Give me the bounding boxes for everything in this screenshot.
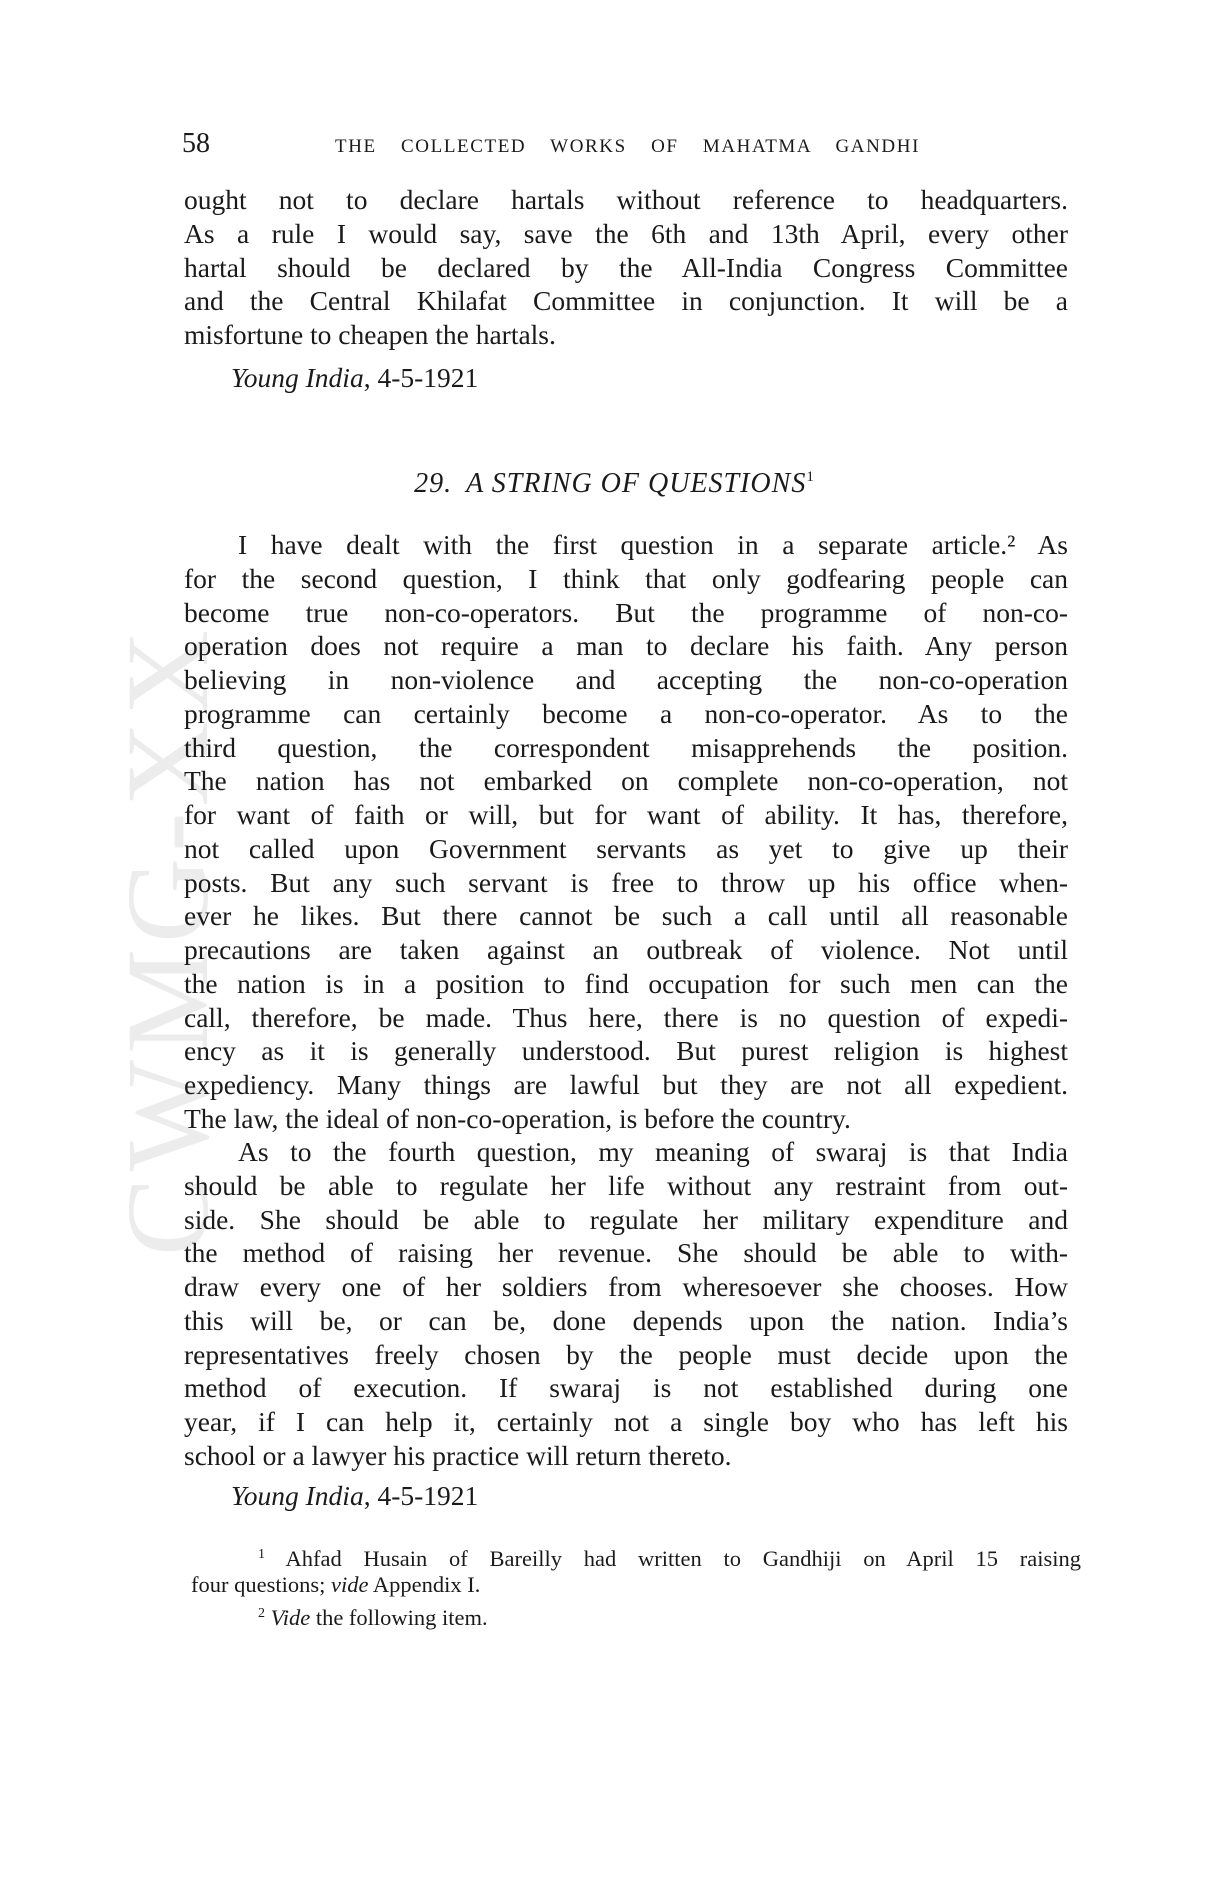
article-paragraph-1	[184, 528, 1068, 1136]
text-line: ought not to declare hartals without reference to headquarters.	[184, 184, 1068, 215]
footnote-italic: Vide	[270, 1605, 311, 1630]
publication: Young India	[231, 362, 364, 393]
text-line: for want of faith or will, but for want of ability. It has, therefore,	[184, 799, 1068, 830]
footnote-italic: vide	[331, 1571, 369, 1597]
text-line: draw every one of her soldiers from wheresoever she chooses. How	[184, 1271, 1068, 1302]
date: , 4-5-1921	[363, 362, 479, 393]
previous-item-text	[184, 183, 1068, 352]
text-line: call, therefore, be made. Thus here, there is no question of expedi-	[184, 1001, 1068, 1033]
footnote-text: Ahfad Husain of Bareilly had written to Gandhiji on April 15 raising	[285, 1546, 1082, 1571]
text-line: ency as it is generally understood. But purest religion is highest	[184, 1035, 1068, 1067]
source-citation	[231, 362, 478, 394]
text-line: side. She should be able to regulate her military expenditure and	[184, 1203, 1068, 1235]
text-line: not called upon Government servants as yet to give up their	[184, 832, 1068, 864]
text-line: the nation is in a position to find occupation for such men can the	[184, 967, 1068, 999]
article-number: 29.	[414, 468, 453, 499]
text-line: method of execution. If swaraj is not established during one	[184, 1372, 1068, 1404]
date: , 4-5-1921	[363, 1480, 479, 1511]
article-paragraph-2	[184, 1135, 1068, 1473]
page-number: 58	[182, 128, 210, 159]
text-line: year, if I can help it, certainly not a single boy who has left his	[184, 1406, 1068, 1437]
text-line: expediency. Many things are lawful but they are not all expedient.	[184, 1069, 1068, 1100]
text-line: third question, the correspondent misapprehends the position.	[184, 731, 1068, 763]
article-title-text: A STRING OF QUESTIONS	[466, 468, 807, 499]
text-line: for the second question, I think that only godfearing people can	[184, 562, 1068, 594]
text-line: become true non-co-operators. But the programme of non-co-	[184, 596, 1068, 628]
text-line: misfortune to cheapen the hartals.	[184, 319, 556, 350]
running-title: THE COLLECTED WORKS OF MAHATMA GANDHI	[335, 136, 920, 157]
text-line: hartal should be declared by the All-India Congress Committee	[184, 251, 1068, 283]
text-line: As to the fourth question, my meaning of swaraj is that India	[238, 1136, 1068, 1167]
source-citation	[231, 1480, 478, 1512]
text-line: ever he likes. But there cannot be such a call until all reasonable	[184, 900, 1068, 932]
text-line: I have dealt with the first question in a separate article.² As	[238, 529, 1068, 560]
footnote-1	[191, 1540, 1081, 1570]
text-line: precautions are taken against an outbreak of violence. Not until	[184, 934, 1068, 965]
text-line: the method of raising her revenue. She should be able to with-	[184, 1237, 1068, 1269]
footnotes	[191, 1540, 1081, 1629]
footnote-text: four questions;	[191, 1571, 331, 1597]
text-line: and the Central Khilafat Committee in conjunction. It will be a	[184, 285, 1068, 317]
footnote-mark: 1	[806, 469, 815, 485]
watermark: CWMG-XX	[102, 624, 233, 1256]
text-line: this will be, or can be, done depends upon the nation. India’s	[184, 1304, 1068, 1336]
text-line: operation does not require a man to declare his faith. Any person	[184, 630, 1068, 662]
footnote-1-cont	[191, 1570, 1081, 1600]
footnote-2	[191, 1599, 1081, 1629]
text-line: As a rule I would say, save the 6th and 13th April, every other	[184, 217, 1068, 249]
publication: Young India	[231, 1480, 364, 1511]
text-line: programme can certainly become a non-co-operator. As to the	[184, 697, 1068, 729]
text-line: representatives freely chosen by the people must decide upon the	[184, 1338, 1068, 1370]
footnote-text: Appendix I.	[368, 1571, 481, 1597]
footnote-text: the following item.	[310, 1605, 488, 1630]
text-line: posts. But any such servant is free to throw up his office when-	[184, 866, 1068, 898]
article-title	[0, 468, 1229, 500]
text-line: The nation has not embarked on complete non-co-operation, not	[184, 765, 1068, 797]
footnote-mark: 1	[258, 1547, 265, 1562]
text-line: The law, the ideal of non-co-operation, is before the country.	[184, 1102, 851, 1134]
footnote-mark: 2	[258, 1606, 265, 1621]
text-line: school or a lawyer his practice will return thereto.	[184, 1439, 732, 1471]
text-line: believing in non-violence and accepting the non-co-operation	[184, 664, 1068, 695]
text-line: should be able to regulate her life without any restraint from out-	[184, 1169, 1068, 1201]
